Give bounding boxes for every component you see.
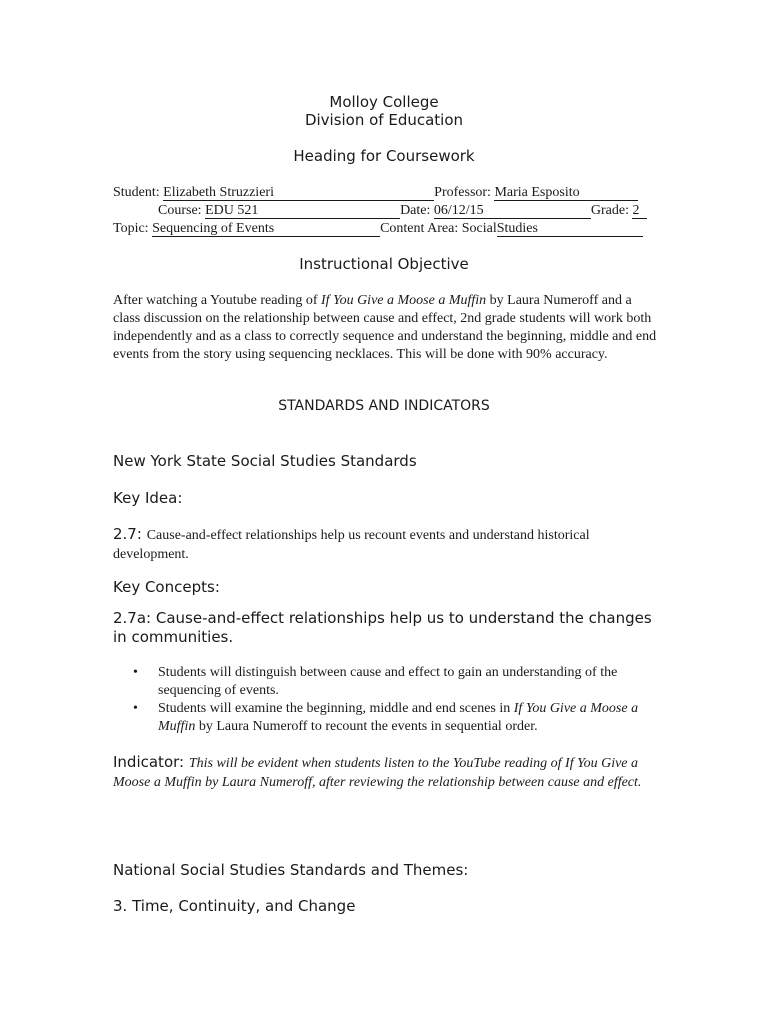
indicator-paragraph <box>113 753 661 792</box>
division-name: Division of Education <box>304 111 464 129</box>
topic-row <box>113 220 643 238</box>
indicator-label: Indicator: <box>113 753 189 771</box>
content-area-value: Studies <box>497 221 643 237</box>
grade-label: Grade: <box>590 203 633 218</box>
objective-book-title: If You Give a Moose a Muffin <box>321 293 487 308</box>
national-standards-title: National Social Studies Standards and Themes: <box>113 861 469 879</box>
list-item <box>113 700 663 736</box>
objective-title: Instructional Objective <box>299 255 469 273</box>
professor-label: Professor: <box>434 185 495 200</box>
objective-text-start: After watching a Youtube reading of <box>113 293 322 308</box>
bullet-book-title: If You Give a Moose a Muffin <box>158 701 639 734</box>
course-value: EDU 521 <box>205 203 400 219</box>
list-item <box>113 664 663 700</box>
key-concepts-label: Key Concepts: <box>113 578 220 596</box>
date-label: Date: <box>400 203 434 218</box>
topic-label: Topic: <box>113 221 153 236</box>
key-idea-number: 2.7: <box>113 525 147 543</box>
student-label: Student: <box>113 185 164 200</box>
standards-title: STANDARDS AND INDICATORS <box>278 398 490 414</box>
key-idea-text <box>113 525 661 564</box>
course-row <box>158 202 647 220</box>
key-idea-label: Key Idea: <box>113 489 183 507</box>
course-label: Course: <box>158 203 206 218</box>
grade-value: 2 <box>632 203 647 219</box>
key-concept-text: 2.7a: Cause-and-effect relationships help us to understand the changes in communities. <box>113 609 652 646</box>
date-value: 06/12/15 <box>434 203 591 219</box>
content-area-label: Content Area: Social <box>380 221 497 236</box>
coursework-heading: Heading for Coursework <box>293 147 475 165</box>
indicator-text: This will be evident when students listen to the YouTube reading of If You Give a Moose a Muffin by Laura Numeroff, after reviewing the relationship between cause and effect. <box>113 756 642 790</box>
college-name: Molloy College <box>329 93 439 111</box>
student-row <box>113 184 638 202</box>
bullet-text-end: by Laura Numeroff to recount the events in sequential order. <box>195 719 538 734</box>
objective-paragraph <box>113 292 661 364</box>
objective-text-end: by Laura Numeroff and a class discussion on the relationship between cause and effect, 2nd grade students will work both independently and as a class to correctly sequence and understand the beginning, middle and end events from the story using sequencing necklaces. This will be done with 90% accuracy. <box>113 293 657 362</box>
bullet-icon: • <box>133 701 138 716</box>
bullet-icon: • <box>133 665 138 680</box>
national-theme-item: 3. Time, Continuity, and Change <box>113 897 356 915</box>
professor-value: Maria Esposito <box>494 185 638 201</box>
bullet-text: Students will distinguish between cause and effect to gain an understanding of the sequencing of events. <box>158 665 618 698</box>
ny-standards-title: New York State Social Studies Standards <box>113 452 417 470</box>
student-value: Elizabeth Struzzieri <box>163 185 434 201</box>
objective-bullet-list <box>113 664 663 736</box>
key-idea-description: Cause-and-effect relationships help us recount events and understand historical development. <box>113 528 590 562</box>
bullet-text-start: Students will examine the beginning, middle and end scenes in <box>158 701 514 716</box>
topic-value: Sequencing of Events <box>152 221 380 237</box>
